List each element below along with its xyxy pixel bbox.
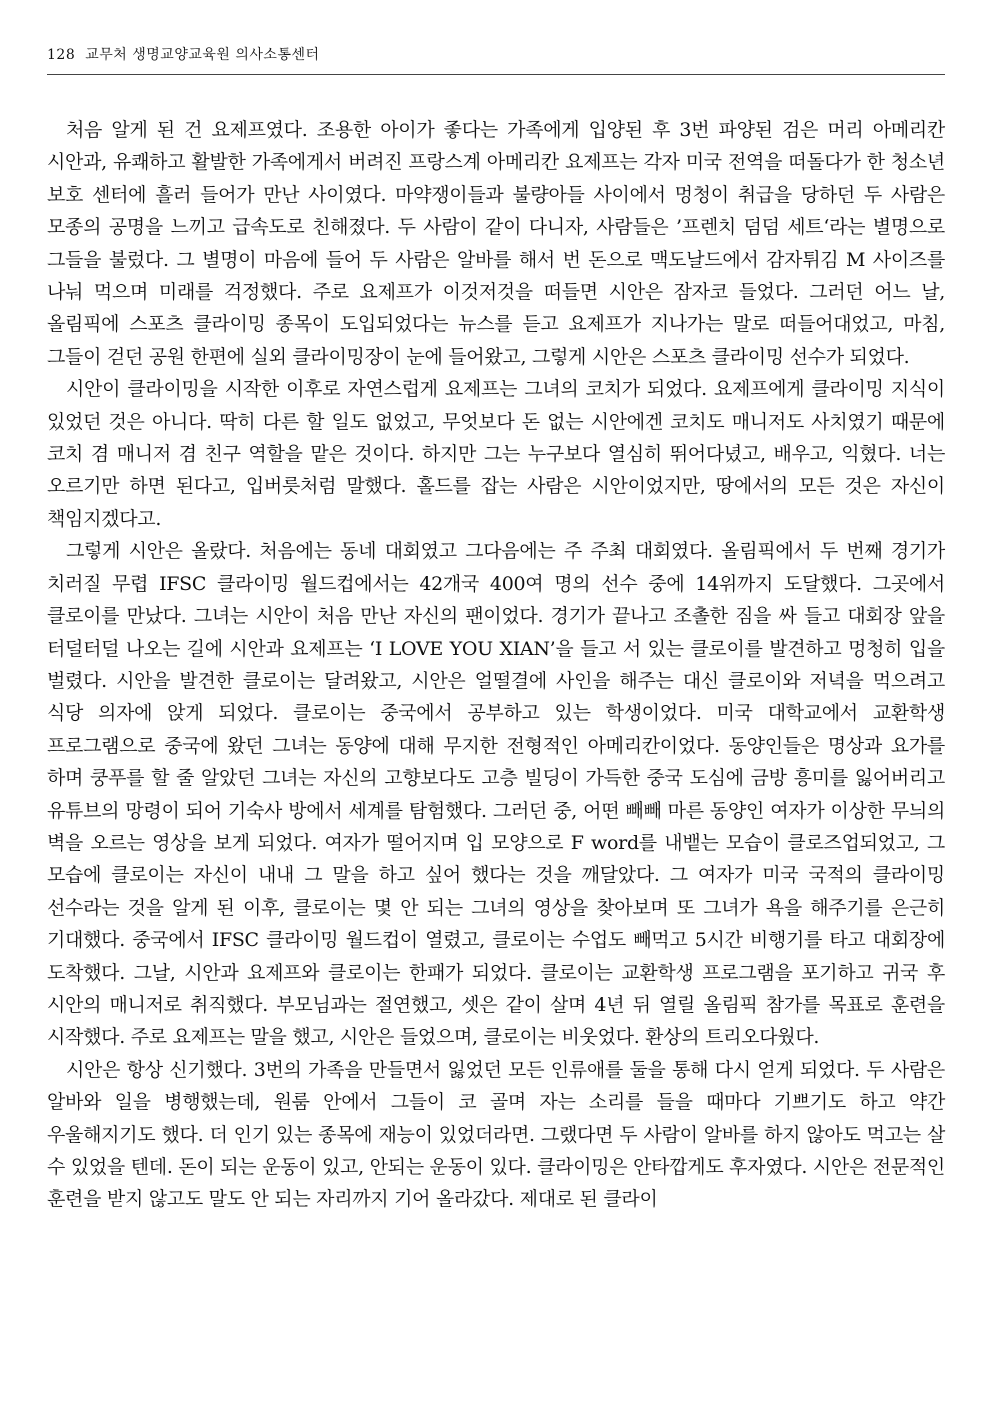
running-title: 교무처 생명교양교육원 의사소통센터 <box>85 47 320 63</box>
article-body <box>47 114 945 1216</box>
paragraph: 처음 알게 된 건 요제프였다. 조용한 아이가 좋다는 가족에게 입양된 후 3번 파양된 검은 머리 아메리칸 시안과, 유쾌하고 활발한 가족에게서 버려진 프랑스계 아메리칸 요제프는 각자 미국 전역을 떠돌다가 한 청소년 보호 센터에 흘러 들어가 만난 사이였다. 마약쟁이들과 불량아들 사이에서 멍청이 취급을 당하던 두 사람은 모종의 공명을 느끼고 급속도로 친해졌다. 두 사람이 같이 다니자, 사람들은 ’프렌치 덤덤 세트‘라는 별명으로 그들을 불렀다. 그 별명이 마음에 들어 두 사람은 알바를 해서 번 돈으로 맥도날드에서 감자튀김 M 사이즈를 나눠 먹으며 미래를 걱정했다. 주로 요제프가 이것저것을 떠들면 시안은 잠자코 들었다. 그러던 어느 날, 올림픽에 스포츠 클라이밍 종목이 도입되었다는 뉴스를 듣고 요제프가 지나가는 말로 떠들어대었고, 마침, 그들이 걷던 공원 한편에 실외 클라이밍장이 눈에 들어왔고, 그렇게 시안은 스포츠 클라이밍 선수가 되었다. <box>47 119 945 368</box>
paragraph: 시안은 항상 신기했다. 3번의 가족을 만들면서 잃었던 모든 인류애를 둘을 통해 다시 얻게 되었다. 두 사람은 알바와 일을 병행했는데, 원룸 안에서 그들이 코 골며 자는 소리를 들을 때마다 기쁘기도 하고 약간 우울해지기도 했다. 더 인기 있는 종목에 재능이 있었더라면. 그랬다면 두 사람이 알바를 하지 않아도 먹고는 살 수 있었을 텐데. 돈이 되는 운동이 있고, 안되는 운동이 있다. 클라이밍은 안타깝게도 후자였다. 시안은 전문적인 훈련을 받지 않고도 말도 안 되는 자리까지 기어 올라갔다. 제대로 된 클라이 <box>47 1058 945 1211</box>
paragraph: 시안이 클라이밍을 시작한 이후로 자연스럽게 요제프는 그녀의 코치가 되었다. 요제프에게 클라이밍 지식이 있었던 것은 아니다. 딱히 다른 할 일도 없었고, 무엇보다 돈 없는 시안에겐 코치도 매니저도 사치였기 때문에 코치 겸 매니저 겸 친구 역할을 맡은 것이다. 하지만 그는 누구보다 열심히 뛰어다녔고, 배우고, 익혔다. 너는 오르기만 하면 된다고, 입버릇처럼 말했다. 홀드를 잡는 사람은 시안이었지만, 땅에서의 모든 것은 자신이 책임지겠다고. <box>47 378 945 530</box>
page-header <box>47 44 945 75</box>
paragraph: 그렇게 시안은 올랐다. 처음에는 동네 대회였고 그다음에는 주 주최 대회였다. 올림픽에서 두 번째 경기가 치러질 무렵 IFSC 클라이밍 월드컵에서는 42개국 400여 명의 선수 중에 14위까지 도달했다. 그곳에서 클로이를 만났다. 그녀는 시안이 처음 만난 자신의 팬이었다. 경기가 끝나고 조촐한 짐을 싸 들고 대회장 앞을 터덜터덜 나오는 길에 시안과 요제프는 ‘I LOVE YOU XIAN’을 들고 서 있는 클로이를 발견하고 멍청히 입을 벌렸다. 시안을 발견한 클로이는 달려왔고, 시안은 얼떨결에 사인을 해주는 대신 클로이와 저녁을 먹으려고 식당 의자에 앉게 되었다. 클로이는 중국에서 공부하고 있는 학생이었다. 미국 대학교에서 교환학생 프로그램으로 중국에 왔던 그녀는 동양에 대해 무지한 전형적인 아메리칸이었다. 동양인들은 명상과 요가를 하며 쿵푸를 할 줄 알았던 그녀는 자신의 고향보다도 고층 빌딩이 가득한 중국 도심에 금방 흥미를 잃어버리고 유튜브의 망령이 되어 기숙사 방에서 세계를 탐험했다. 그러던 중, 어떤 빼빼 마른 동양인 여자가 이상한 무늬의 벽을 오르는 영상을 보게 되었다. 여자가 떨어지며 입 모양으로 F word를 내뱉는 모습이 클로즈업되었고, 그 모습에 클로이는 자신이 내내 그 말을 하고 싶어 했다는 것을 깨달았다. 그 여자가 미국 국적의 클라이밍 선수라는 것을 알게 된 이후, 클로이는 몇 안 되는 그녀의 영상을 찾아보며 또 그녀가 욕을 해주기를 은근히 기대했다. 중국에서 IFSC 클라이밍 월드컵이 열렸고, 클로이는 수업도 빼먹고 5시간 비행기를 타고 대회장에 도착했다. 그날, 시안과 요제프와 클로이는 한패가 되었다. 클로이는 교환학생 프로그램을 포기하고 귀국 후 시안의 매니저로 취직했다. 부모님과는 절연했고, 셋은 같이 살며 4년 뒤 열릴 올림픽 참가를 목표로 훈련을 시작했다. 주로 요제프는 말을 했고, 시안은 들었으며, 클로이는 비웃었다. 환상의 트리오다웠다. <box>47 540 945 1049</box>
page-number: 128 <box>47 47 76 63</box>
